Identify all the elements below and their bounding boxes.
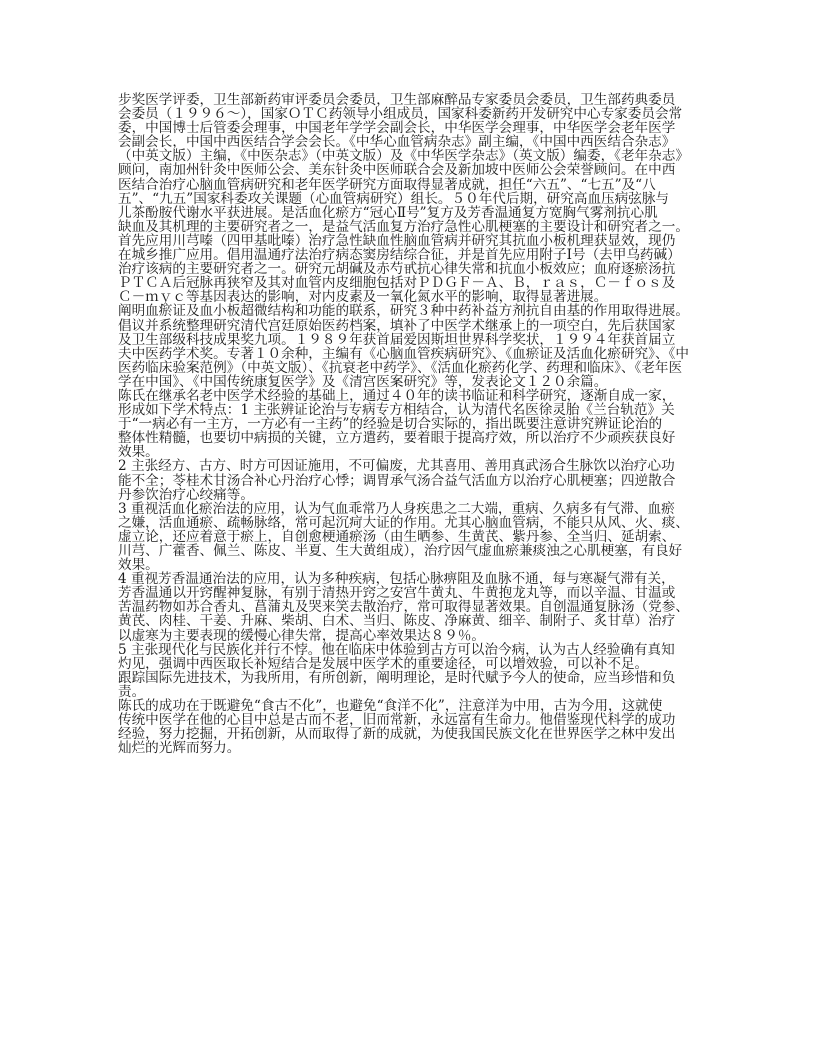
- text-line: 陈氏的成功在于既避免“食古不化”，也避免“食洋不化”，注意洋为中用，古为今用，这就使: [118, 698, 663, 715]
- text-line: 医结合治疗心脑血管病研究和老年医学研究方面取得显著成就，担任“六五”、“七五”及“八: [118, 176, 656, 193]
- text-line: 3 重视活血化瘀治法的应用，认为气血乖常乃人身疾患之二大端，重病、久病多有气滞、血瘀: [118, 500, 675, 517]
- text-line: 治疗该病的主要研究者之一。研究元胡碱及赤芍甙抗心律失常和抗血小板效应；血府逐瘀汤抗: [118, 261, 676, 278]
- text-line: 步奖医学评委，卫生部新药审评委员会委员，卫生部麻醉品专家委员会委员，卫生部药典委员: [118, 92, 676, 108]
- text-line: 在城乡推广应用。倡用温通疗法治疗病态窦房结综合征，并是首先应用附子Ⅰ号（去甲乌药碱）: [118, 247, 681, 264]
- text-line: 黄芪、肉桂、干姜、升麻、柴胡、白术、当归、陈皮、净麻黄、细辛、制附子、炙甘草）治疗: [118, 613, 676, 630]
- text-line: Ｃ－ｍｙｃ等基因表达的影响，对内皮素及一氧化氮水平的影响，取得显著进展。: [118, 289, 608, 306]
- text-line: 顾问，南加州针灸中医师公会、美东针灸中医师联合会及新加坡中医师公会荣誉顾问。在中西: [118, 162, 676, 179]
- text-line: 苦温药物如苏合香丸、菖蒲丸及哭来笑去散治疗，常可取得显著效果。自创温通复脉汤（党参、: [118, 599, 689, 616]
- text-line: 于“一病必有一主方，一方必有一主药”的经验是切合实际的，指出既要注意讲究辨证论治的: [118, 416, 663, 433]
- document-body: [118, 93, 703, 755]
- text-line: （中英文版）主编，《中医杂志》（中英文版）及《中华医学杂志》（英文版）编委，《老年杂志》: [118, 148, 689, 165]
- text-line: 能不全；苓桂术甘汤合补心丹治疗心悸；调胃承气汤合益气活血方以治疗心肌梗塞；四逆散合: [118, 472, 676, 489]
- text-line: 丹参饮治疗心绞痛等。: [118, 486, 254, 503]
- text-line: 及卫生部级科技成果奖九项。１９８９年获首届爱因斯坦世界科学奖状，１９９４年获首届立: [118, 331, 676, 348]
- text-line: 首先应用川芎嗪（四甲基吡嗪）治疗急性缺血性脑血管病并研究其抗血小板机理获显效，现仍: [118, 232, 676, 249]
- text-line: 以虚寒为主要表现的缓慢心律失常，提高心率效果达８９％。: [118, 627, 486, 644]
- text-line: 委，中国博士后管委会理事，中国老年学学会副会长，中华医学会理事，中华医学会老年医学: [118, 120, 676, 137]
- text-line: 倡议并系统整理研究清代宫廷原始医药档案，填补了中医学术继承上的一项空白，先后获国家: [118, 317, 676, 334]
- text-line: 效果。: [118, 557, 159, 574]
- text-line: 川芎、广藿香、佩兰、陈皮、半夏、生大黄组成），治疗因气虚血瘀兼痰浊之心肌梗塞，有良好: [118, 543, 683, 559]
- text-line: 缺血及其机理的主要研究者之一，是益气活血复方治疗急性心肌梗塞的主要设计和研究者之一。: [118, 218, 689, 235]
- text-line: 灿烂的光辉而努力。: [118, 740, 241, 757]
- text-line: 4 重视芳香温通治法的应用，认为多种疾病，包括心脉痹阻及血脉不通，每与寒凝气滞有关，: [118, 571, 675, 588]
- text-line: 之嫌，活血通瘀、疏畅脉络，常可起沉疴大证的作用。尤其心脑血管病，不能只从风、火、痰、: [118, 514, 689, 531]
- text-line: 跟踪国际先进技术，为我所用，有所创新，阐明理论，是时代赋予今人的使命，应当珍惜和负: [118, 669, 676, 686]
- text-line: 夫中医药学术奖。专著１０余种，主编有《心脑血管疾病研究》、《血瘀证及活血化瘀研究》、《中: [118, 345, 689, 362]
- text-line: 责。: [118, 683, 146, 700]
- text-line: 2 主张经方、古方、时方可因证施用，不可偏废，尤其喜用、善用真武汤合生脉饮以治疗心功: [118, 458, 675, 475]
- text-line: 芳香温通以开窍醒神复脉，有别于清热开窍之安宫牛黄丸、牛黄抱龙丸等，而以辛温、甘温或: [118, 585, 676, 602]
- text-line: 灼见，强调中西医取长补短结合是发展中医学术的重要途径，可以增效验，可以补不足。: [118, 655, 649, 672]
- text-line: 陈氏在继承名老中医学术经验的基础上，通过４０年的读书临证和科学研究，逐渐自成一家，: [118, 387, 676, 404]
- text-line: 传统中医学在他的心目中总是古而不老，旧而常新，永远富有生命力。他借鉴现代科学的成功: [118, 712, 676, 729]
- text-line: 会副会长，中国中西医结合学会会长。《中华心血管病杂志》副主编，《中国中西医结合杂志》: [118, 134, 676, 151]
- text-line: 阐明血瘀证及血小板超微结构和功能的联系，研究３种中药补益方剂抗自由基的作用取得进展。: [118, 303, 689, 320]
- text-line: 形成如下学术特点：1 主张辨证论治与专病专方相结合，认为清代名医徐灵胎《兰台轨范》关: [118, 402, 675, 419]
- text-line: ＰＴＣＡ后冠脉再狭窄及其对血管内皮细胞包括对ＰＤＧＦ－Ａ、Ｂ，ｒａｓ，Ｃ－ｆｏｓ及: [118, 275, 676, 292]
- text-line: 医药临床验案范例》（中英文版）、《抗衰老中药学》、《活血化瘀药化学、药理和临床》、《老年医: [118, 359, 683, 376]
- text-line: 学在中国》、《中国传统康复医学》及《清宫医案研究》等，发表论文１２０余篇。: [118, 373, 608, 390]
- text-line: 整体性精髓，也要切中病损的关键，立方遣药，要着眼于提高疗效，所以治疗不少顽疾获良好: [118, 430, 676, 447]
- text-line: 效果。: [118, 444, 159, 461]
- text-line: 经验，努力挖掘，开拓创新，从而取得了新的成就，为使我国民族文化在世界医学之林中发出: [118, 726, 676, 743]
- text-line: 虚立论，还应着意于瘀上，自创愈梗通瘀汤（由生晒参、生黄芪、紫丹参、全当归、延胡索、: [118, 528, 676, 545]
- text-line: 儿茶酚胺代谢水平获进展。是活血化瘀方“冠心Ⅱ号”复方及芳香温通复方宽胸气雾剂抗心肌: [118, 204, 658, 221]
- text-line: 会委员（１９９６～），国家ＯＴＣ药领导小组成员，国家科委新药开发研究中心专家委员会常: [118, 106, 683, 123]
- text-line: 五”、“九五”国家科委攻关课题（心血管病研究）组长。５０年代后期，研究高血压病弦脉与: [118, 190, 670, 207]
- text-line: 5 主张现代化与民族化并行不悖。他在临床中体验到古方可以治今病，认为古人经验确有真知: [118, 641, 675, 658]
